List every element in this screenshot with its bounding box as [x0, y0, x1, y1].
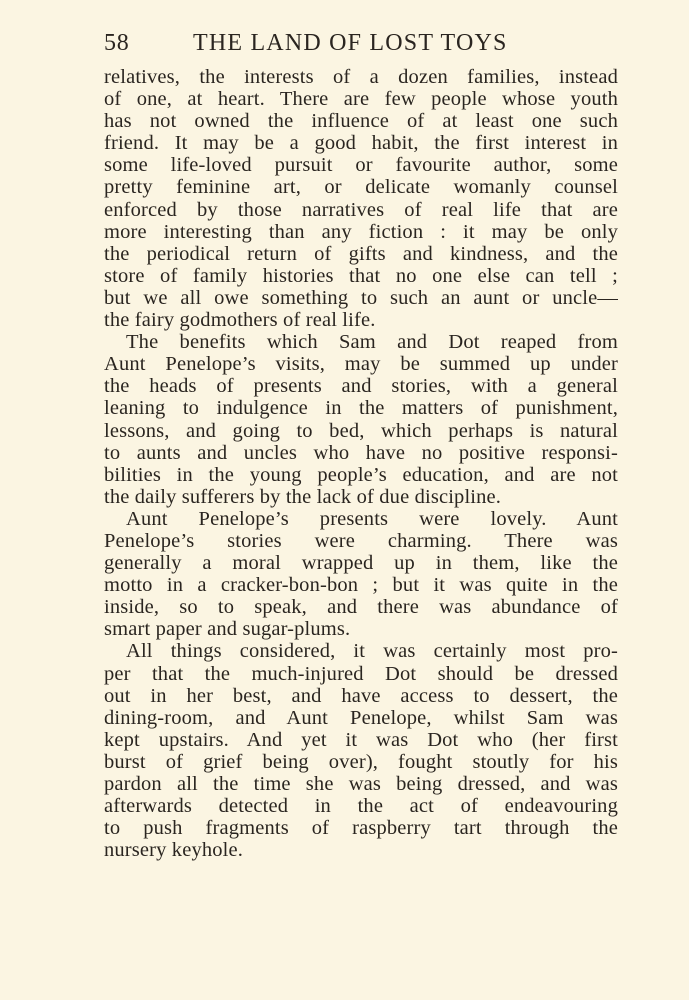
paragraph	[104, 508, 618, 641]
text-line: pretty feminine art, or delicate womanly counsel	[104, 176, 618, 199]
body-text	[104, 66, 618, 861]
text-line: afterwards detected in the act of endeavouring	[104, 795, 618, 818]
text-line: has not owned the influence of at least one such	[104, 110, 618, 133]
text-line: inside, so to speak, and there was abundance of	[104, 596, 618, 619]
text-line: All things considered, it was certainly most pro-	[126, 640, 618, 663]
text-line: but we all owe something to such an aunt or uncle—	[104, 286, 618, 309]
text-line: enforced by those narratives of real life that are	[104, 198, 618, 221]
text-line: to aunts and uncles who have no positive responsi-	[104, 441, 618, 464]
paragraph	[104, 640, 618, 861]
paragraph	[104, 66, 618, 331]
text-line: smart paper and sugar-plums.	[104, 618, 351, 641]
text-line: friend. It may be a good habit, the first interest in	[104, 132, 618, 155]
text-line: dining-room, and Aunt Penelope, whilst Sam was	[104, 706, 618, 729]
text-line: bilities in the young people’s education, and are not	[104, 463, 618, 486]
text-line: relatives, the interests of a dozen families, instead	[104, 66, 618, 88]
text-line: the fairy godmothers of real life.	[104, 309, 376, 332]
paragraph	[104, 331, 618, 508]
text-line: the periodical return of gifts and kindness, and the	[104, 242, 618, 265]
text-line: store of family histories that no one else can tell ;	[104, 264, 618, 287]
text-line: Aunt Penelope’s presents were lovely. Aunt	[126, 507, 618, 530]
text-line: nursery keyhole.	[104, 839, 244, 862]
text-line: leaning to indulgence in the matters of punishment,	[104, 397, 618, 420]
text-line: burst of grief being over), fought stoutly for his	[104, 750, 618, 773]
text-line: lessons, and going to bed, which perhaps is natural	[104, 419, 618, 442]
page-number: 58	[104, 30, 130, 56]
text-line: of one, at heart. There are few people whose youth	[104, 88, 618, 111]
text-line: Aunt Penelope’s visits, may be summed up under	[104, 353, 618, 376]
text-line: Penelope’s stories were charming. There was	[104, 529, 618, 552]
text-line: out in her best, and have access to dessert, the	[104, 684, 618, 707]
text-line: pardon all the time she was being dressed, and was	[104, 773, 618, 795]
text-line: more interesting than any fiction : it may be only	[104, 220, 618, 243]
text-line: some life-loved pursuit or favourite author, some	[104, 154, 618, 177]
text-line: the heads of presents and stories, with a general	[104, 375, 618, 398]
text-line: motto in a cracker-bon-bon ; but it was quite in the	[104, 574, 618, 597]
text-line: generally a moral wrapped up in them, like the	[104, 552, 618, 575]
text-line: to push fragments of raspberry tart through the	[104, 817, 618, 840]
page-header	[104, 30, 618, 62]
text-line: kept upstairs. And yet it was Dot who (her first	[104, 728, 618, 751]
running-title: THE LAND OF LOST TOYS	[193, 30, 508, 56]
text-line: per that the much-injured Dot should be dressed	[104, 662, 618, 685]
text-line: The benefits which Sam and Dot reaped from	[126, 331, 618, 354]
text-line: the daily sufferers by the lack of due discipline.	[104, 485, 502, 508]
